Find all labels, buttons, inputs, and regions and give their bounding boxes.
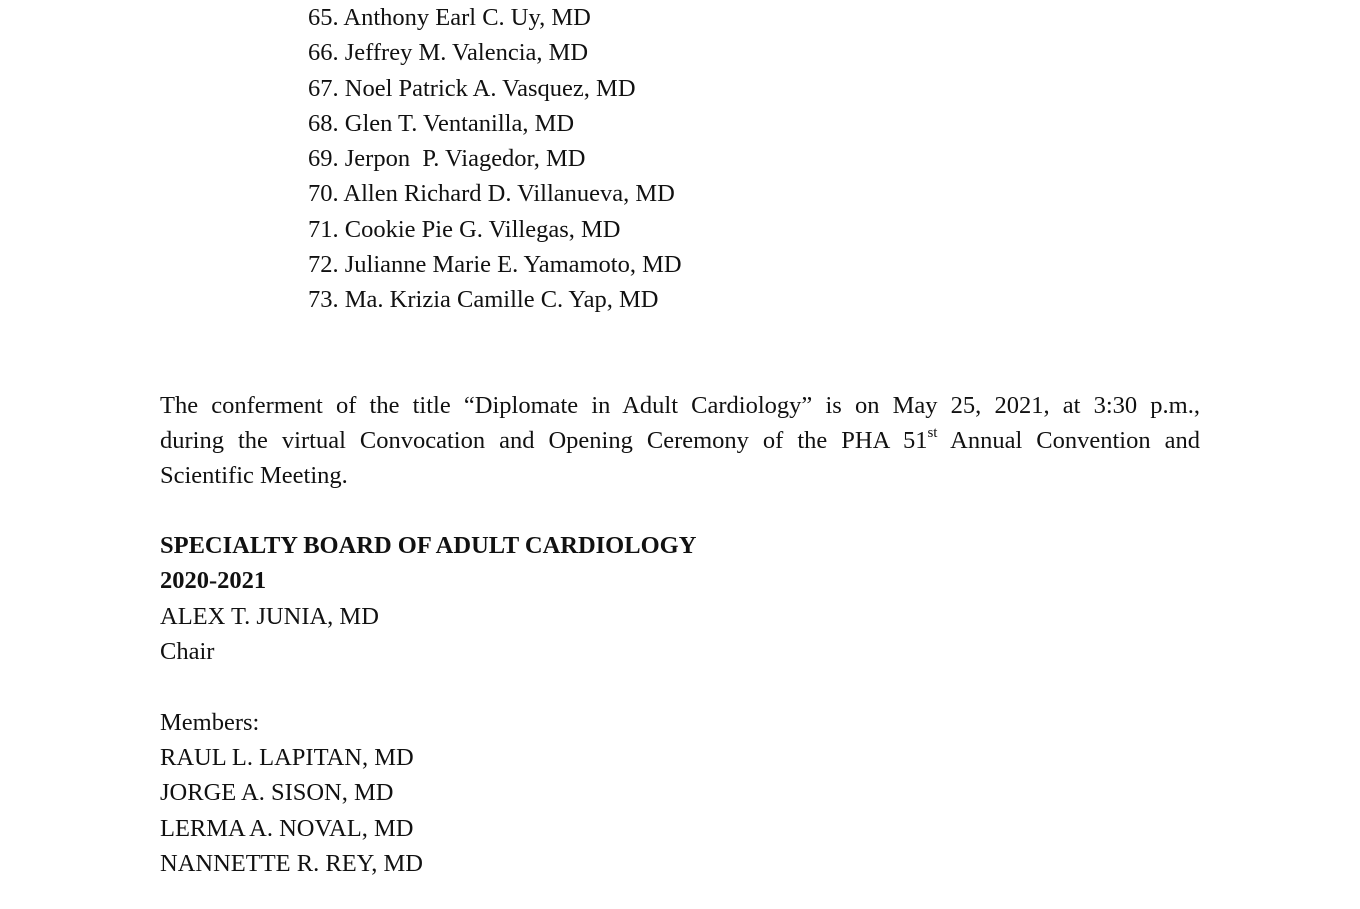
members-block — [160, 705, 423, 881]
conferment-line-3: Scientific Meeting. — [160, 462, 348, 489]
list-item: 73. Ma. Krizia Camille C. Yap, MD — [308, 286, 659, 313]
ordinal-suffix: st — [927, 424, 938, 441]
list-item: 68. Glen T. Ventanilla, MD — [308, 109, 575, 137]
list-item: 71. Cookie Pie G. Villegas, MD — [308, 215, 621, 243]
list-item: 70. Allen Richard D. Villanueva, MD — [308, 180, 675, 208]
conferment-line-2 — [160, 423, 1200, 458]
chair-name: ALEX T. JUNIA, MD — [160, 602, 379, 630]
diplomate-list — [308, 0, 682, 317]
list-item: 67. Noel Patrick A. Vasquez, MD — [308, 74, 636, 102]
conferment-line-2-rest: Annual Convention and — [937, 427, 1200, 454]
member-name: RAUL L. LAPITAN, MD — [160, 744, 414, 772]
member-name: JORGE A. SISON, MD — [160, 779, 394, 807]
list-item: 66. Jeffrey M. Valencia, MD — [308, 39, 589, 67]
board-term: 2020-2021 — [160, 567, 267, 595]
list-item: 72. Julianne Marie E. Yamamoto, MD — [308, 250, 682, 278]
list-item: 65. Anthony Earl C. Uy, MD — [308, 4, 591, 31]
member-name: NANNETTE R. REY, MD — [160, 849, 423, 877]
conferment-paragraph — [160, 388, 1200, 493]
list-item: 69. Jerpon P. Viagedor, MD — [308, 145, 586, 172]
chair-title: Chair — [160, 637, 215, 665]
board-title: SPECIALTY BOARD OF ADULT CARDIOLOGY — [160, 532, 697, 559]
member-name: LERMA A. NOVAL, MD — [160, 814, 414, 842]
specialty-board-block — [160, 528, 696, 669]
members-heading: Members: — [160, 709, 260, 736]
conferment-line-2-text: during the virtual Convocation and Opening Ceremony of the PHA 51 — [160, 427, 928, 454]
conferment-line-1: The conferment of the title “Diplomate in Adult Cardiology” is on May 25, 2021, at 3:30 p.m., — [160, 392, 1200, 419]
